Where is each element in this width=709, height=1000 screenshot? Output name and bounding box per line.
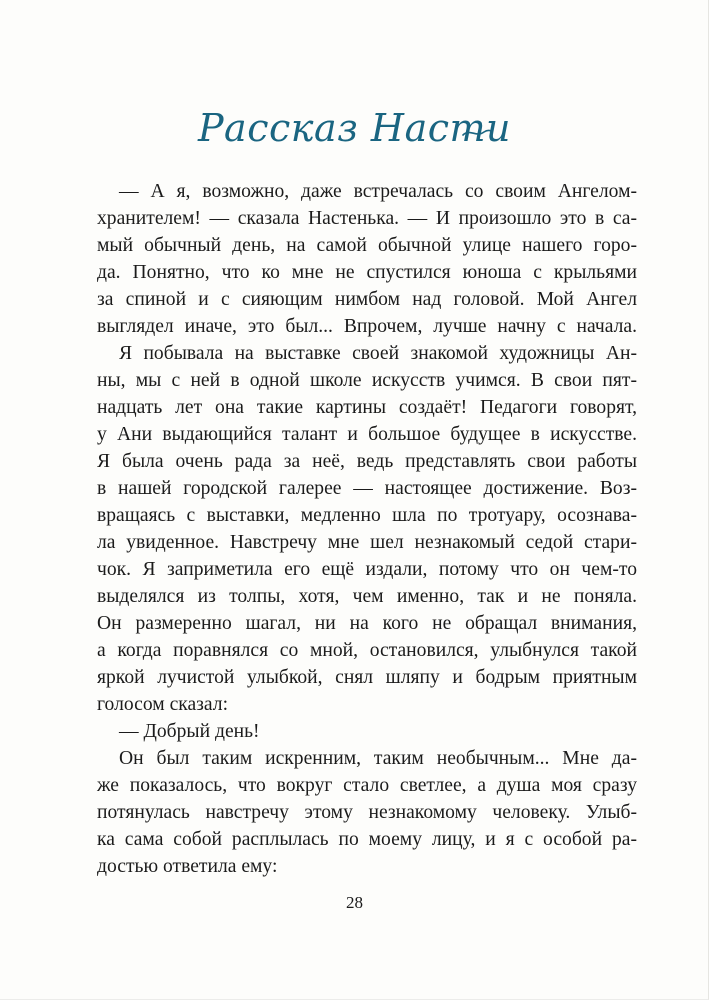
text-line: хранителем! — сказала Настенька. — И произошло это в са- — [97, 208, 637, 229]
text-line: Он размеренно шагал, ни на кого не обращал внимания, — [97, 613, 637, 634]
text-line: Он был таким искренним, таким необычным... Мне да- — [119, 748, 637, 769]
story-text — [97, 178, 637, 880]
text-line: а когда поравнялся со мной, остановился, улыбнулся такой — [97, 640, 637, 661]
text-line: чок. Я заприметила его ещё издали, потому что он чем-то — [97, 559, 637, 580]
text-line: Я побывала на выставке своей знакомой художницы Ан- — [119, 343, 637, 364]
text-line: ла увиденное. Навстречу мне шел незнакомый седой стари- — [97, 532, 637, 553]
text-line: надцать лет она такие картины создаёт! Педагоги говорят, — [97, 397, 637, 418]
text-line: у Ани выдающийся талант и большое будущее в искусстве. — [97, 424, 637, 445]
text-line: за спиной и с сияющим нимбом над головой. Мой Ангел — [97, 289, 637, 310]
text-line: же показалось, что вокруг стало светлее, а душа моя сразу — [97, 775, 637, 796]
text-line: вращаясь с выставки, медленно шла по тротуару, осознава- — [97, 505, 637, 526]
text-line: — Добрый день! — [119, 721, 260, 742]
text-line: достью ответила ему: — [97, 856, 278, 877]
text-line: мый обычный день, на самой обычной улице нашего горо- — [97, 235, 637, 256]
text-line: выглядел иначе, это был... Впрочем, лучше начну с начала. — [97, 316, 637, 337]
text-line: — А я, возможно, даже встречалась со своим Ангелом- — [119, 181, 637, 202]
chapter-title: Рассказ Насти — [197, 106, 512, 150]
text-line: ны, мы с ней в одной школе искусств учимся. В свои пят- — [97, 370, 637, 391]
text-line: яркой лучистой улыбкой, снял шляпу и бодрым приятным — [97, 667, 637, 688]
title-flourish-icon — [462, 126, 492, 140]
text-line: выделялся из толпы, хотя, чем именно, так и не поняла. — [97, 586, 637, 607]
text-line: голосом сказал: — [97, 694, 229, 715]
text-line: ка сама собой расплылась по моему лицу, и я с особой ра- — [97, 829, 637, 850]
page-number: 28 — [346, 893, 363, 912]
text-line: потянулась навстречу этому незнакомому человеку. Улыб- — [97, 802, 637, 823]
text-line: в нашей городской галерее — настоящее достижение. Воз- — [97, 478, 637, 499]
text-line: Я была очень рада за неё, ведь представлять свои работы — [97, 451, 637, 472]
text-line: да. Понятно, что ко мне не спустился юноша с крыльями — [97, 262, 637, 283]
